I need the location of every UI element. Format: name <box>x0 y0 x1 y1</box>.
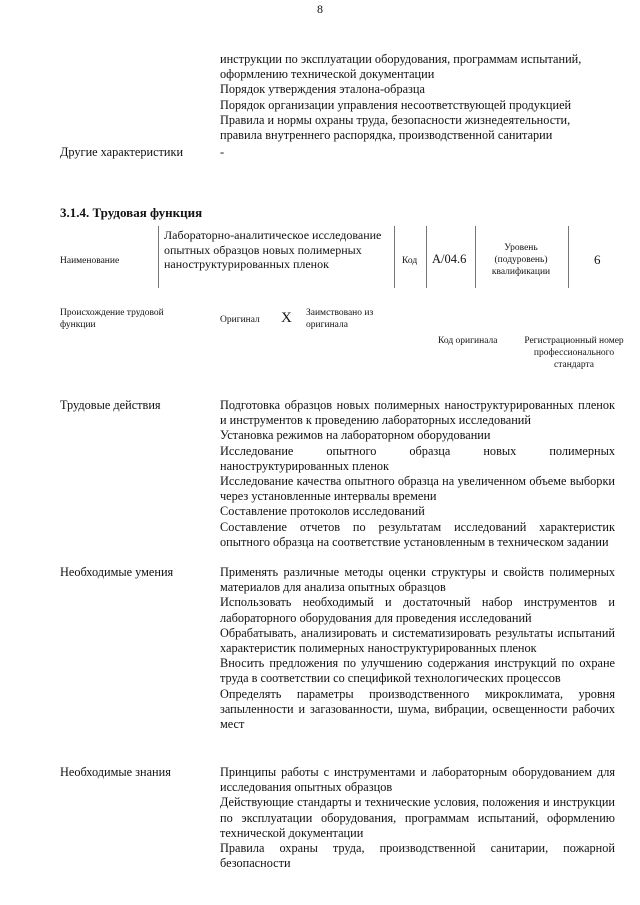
name-box-left-edge <box>158 226 159 288</box>
top-line: инструкции по эксплуатации оборудования, программам испытаний, <box>220 52 582 66</box>
knowledge-list <box>220 765 615 871</box>
name-label: Наименование <box>60 256 120 266</box>
code-box-left-edge <box>426 226 427 288</box>
top-line: правила внутреннего распорядка, производственной санитарии <box>220 128 553 143</box>
code-original-label: Код оригинала <box>438 336 498 346</box>
top-line: Порядок утверждения эталона-образца <box>220 82 425 97</box>
name-box-right-edge <box>394 226 395 288</box>
skill-item: Применять различные методы оценки структуры и свойств полимерных материалов для анализа опытных образцов <box>220 565 615 595</box>
top-block <box>220 52 615 143</box>
name-value: Лабораторно-аналитическое исследование опытных образцов новых полимерных наноструктурированных пленок <box>164 228 382 271</box>
top-line: оформлению технической документации <box>220 67 435 82</box>
section-title: 3.1.4. Трудовая функция <box>60 205 203 220</box>
labor-action-item: Установка режимов на лабораторном оборудовании <box>220 428 491 443</box>
labor-action-item: Составление отчетов по результатам исследований характеристик опытного образца на соответствие установленным в техническом задании <box>220 519 615 549</box>
level-box-left-edge <box>568 226 569 288</box>
original-mark: X <box>281 310 292 326</box>
skills-label: Необходимые умения <box>60 565 174 579</box>
skill-item: Использовать необходимый и достаточный набор инструментов и лабораторного оборудования для проведения исследований <box>220 595 615 625</box>
labor-action-item: Исследование опытного образца новых полимерных наноструктурированных пленок <box>220 443 615 473</box>
origin-label: Происхождение трудовой функции <box>60 308 164 330</box>
knowledge-label: Необходимые знания <box>60 765 171 779</box>
code-box-right-edge <box>475 226 476 288</box>
skill-item: Обрабатывать, анализировать и систематизировать результаты испытаний характеристик полимерных наноструктурированных пленок <box>220 625 615 656</box>
skill-item: Определять параметры производственного микроклимата, уровня запыленности и загазованности, шума, вибрации, освещенности рабочих мест <box>220 686 615 732</box>
top-line: Порядок организации управления несоответствующей продукцией <box>220 97 572 112</box>
skills-list <box>220 565 615 732</box>
knowledge-item: Принципы работы с инструментами и лабораторным оборудованием для исследования опытных образцов <box>220 765 615 795</box>
other-characteristics-value: - <box>220 145 225 159</box>
level-label: Уровень (подуровень) квалификации <box>491 243 551 277</box>
other-characteristics-label: Другие характеристики <box>60 145 184 159</box>
labor-actions-label: Трудовые действия <box>60 398 161 412</box>
skill-item: Вносить предложения по улучшению содержания инструкций по охране труда в соответствии со спецификой технологических процессов <box>220 656 615 686</box>
code-label: Код <box>402 256 418 266</box>
original-label: Оригинал <box>220 315 260 325</box>
top-line: Правила и нормы охраны труда, безопасности жизнедеятельности, <box>220 112 571 127</box>
page-number: 8 <box>317 2 323 16</box>
code-value: A/04.6 <box>432 252 467 266</box>
labor-action-item: Составление протоколов исследований <box>220 504 425 519</box>
labor-action-item: Подготовка образцов новых полимерных наноструктурированных пленок и инструментов к проведению лабораторных исследований <box>220 398 615 428</box>
labor-actions-list <box>220 398 615 550</box>
knowledge-item: Действующие стандарты и технические условия, положения и инструкции по эксплуатации оборудования, программам испытаний, оформлению технической документации <box>220 795 615 840</box>
registration-number-label: Регистрационный номер профессионального стандарта <box>524 336 624 370</box>
knowledge-item: Правила охраны труда, производственной санитарии, пожарной безопасности <box>220 841 615 871</box>
labor-action-item: Исследование качества опытного образца на увеличенном объеме выборки через установленные интервалы времени <box>220 474 615 504</box>
level-value: 6 <box>594 252 601 267</box>
borrowed-label: Заимствовано из оригинала <box>306 308 374 330</box>
